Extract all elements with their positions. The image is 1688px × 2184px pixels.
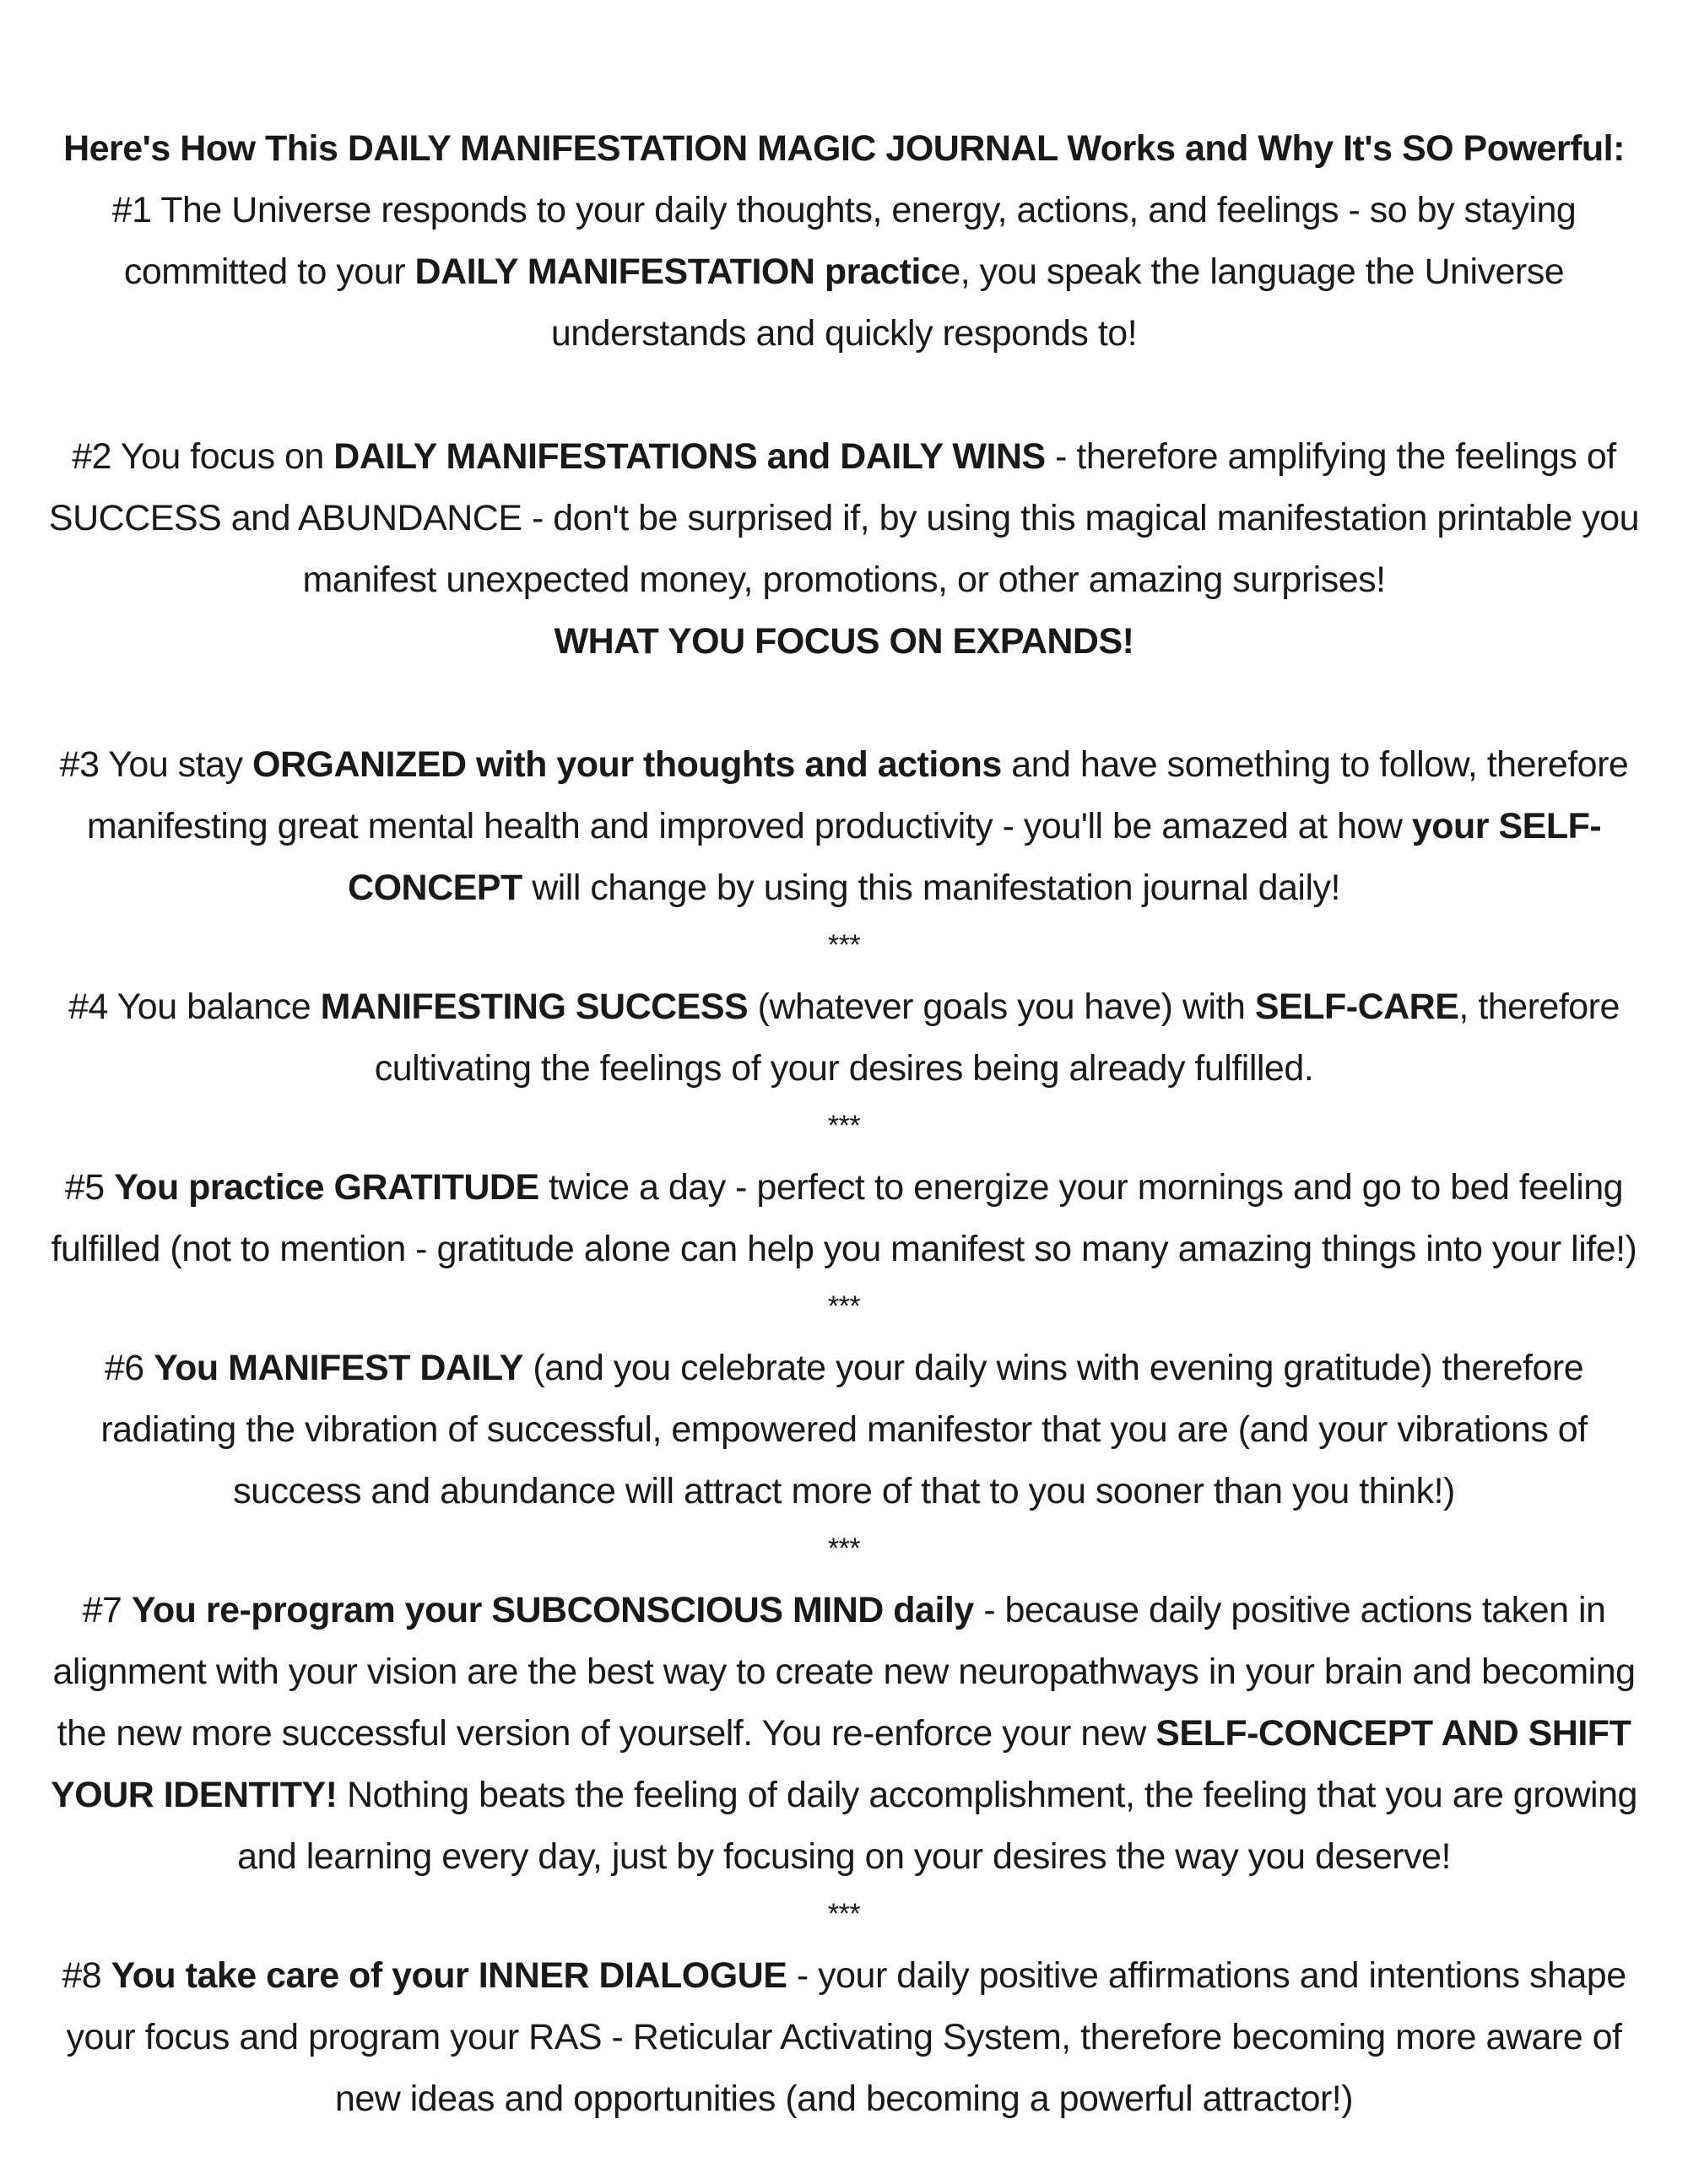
item-number: #4 <box>68 987 108 1027</box>
spacer <box>34 673 1654 734</box>
page-title: Here's How This DAILY MANIFESTATION MAGIC JOURNAL Works and Why It's SO Powerful: <box>63 128 1625 169</box>
separator-stars: *** <box>827 1533 861 1565</box>
item-1: #1 The Universe responds to your daily thoughts, energy, actions, and feelings - so by staying committed to your DAILY MANIFESTATION practice, you speak the language the Universe understands and quickly responds to! <box>111 190 1577 354</box>
item-number: #2 <box>72 436 112 477</box>
separator-stars: *** <box>827 929 861 961</box>
journal-page <box>34 118 1654 2130</box>
item-2-emphasis: WHAT YOU FOCUS ON EXPANDS! <box>554 621 1134 662</box>
separator-stars: *** <box>827 1290 861 1322</box>
item-8: #8 You take care of your INNER DIALOGUE - your daily positive affirmations and intentions shape your focus and program your RAS - Reticular Activating System, therefore becoming more aware of new ideas and opportunities (and becoming a powerful attractor!) <box>62 1955 1626 2119</box>
item-number: #1 <box>111 190 152 230</box>
item-6: #6 You MANIFEST DAILY (and you celebrate your daily wins with evening gratitude) therefore radiating the vibration of successful, empowered manifestor that you are (and your vibrations of success and abundance will attract more of that to you sooner than you think!) <box>100 1348 1588 1511</box>
separator-stars: *** <box>827 1110 861 1142</box>
item-number: #6 <box>104 1348 144 1388</box>
item-7: #7 You re-program your SUBCONSCIOUS MIND daily - because daily positive actions taken in alignment with your vision are the best way to create new neuropathways in your brain and becoming the new more successful version of yourself. You re-enforce your new SELF-CONCEPT AND SHIFT YOUR IDENTITY! Nothing beats the feeling of daily accomplishment, the feeling that you are growing and learning every day, just by focusing on your desires the way you deserve! <box>51 1590 1637 1877</box>
item-number: #7 <box>82 1590 122 1630</box>
item-number: #8 <box>62 1955 102 1996</box>
item-number: #5 <box>64 1167 105 1208</box>
separator-stars: *** <box>827 1898 861 1930</box>
item-5: #5 You practice GRATITUDE twice a day - perfect to energize your mornings and go to bed feeling fulfilled (not to mention - gratitude alone can help you manifest so many amazing things into your life!) <box>51 1167 1637 1269</box>
item-2: #2 You focus on DAILY MANIFESTATIONS and DAILY WINS - therefore amplifying the feelings of SUCCESS and ABUNDANCE - don't be surprised if, by using this magical manifestation printable you manifest unexpected money, promotions, or other amazing surprises! <box>48 436 1640 600</box>
item-3: #3 You stay ORGANIZED with your thoughts and actions and have something to follow, therefore manifesting great mental health and improved productivity - you'll be amazed at how your SELF-CONCEPT will change by using this manifestation journal daily! <box>59 744 1629 908</box>
spacer <box>34 365 1654 426</box>
item-4: #4 You balance MANIFESTING SUCCESS (whatever goals you have) with SELF-CARE, therefore cultivating the feelings of your desires being already fulfilled. <box>68 987 1620 1089</box>
item-number: #3 <box>59 744 100 785</box>
